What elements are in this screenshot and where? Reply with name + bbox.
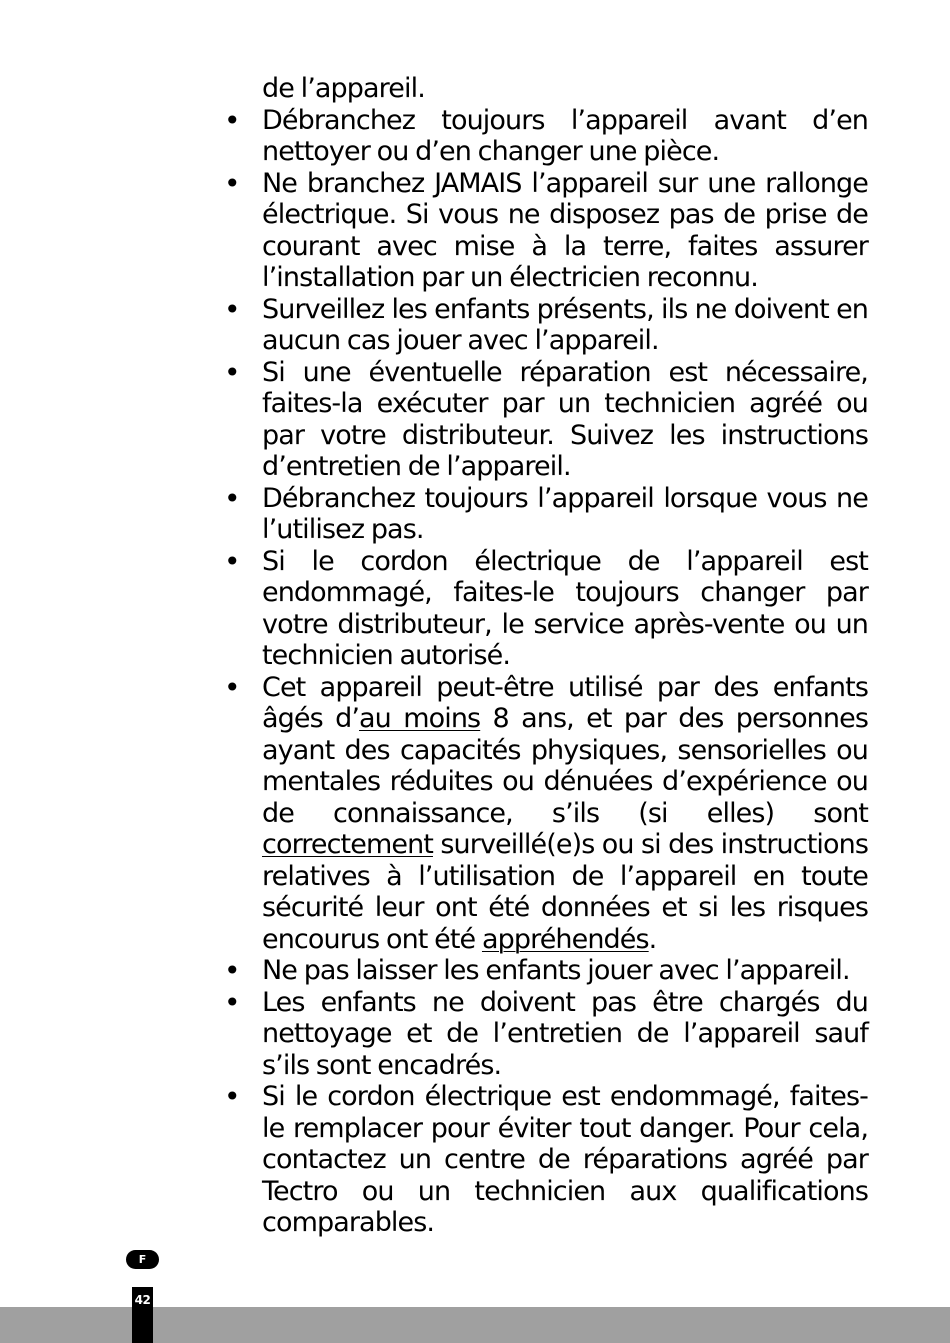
- text-segment: Cet appareil peut-être utilisé par des enfants âgés d’: [262, 671, 868, 734]
- list-item: • Débranchez toujours l’appareil avant d’en nettoyer ou d’en changer une pièce.: [262, 105, 868, 168]
- underlined-text: au moins: [359, 703, 481, 734]
- page-content: [262, 73, 868, 1239]
- list-item: • Ne pas laisser les enfants jouer avec l’appareil.: [262, 955, 868, 987]
- list-item: • Ne branchez JAMAIS l’appareil sur une rallonge électrique. Si vous ne disposez pas de prise de courant avec mise à la terre, faites assurer l’installation par un électricien reconnu.: [262, 168, 868, 294]
- list-item: [262, 672, 868, 956]
- underlined-text: correctement: [262, 829, 433, 860]
- page-number: 42: [132, 1287, 153, 1343]
- text-segment: 8 ans, et par des personnes ayant des capacités physiques, sensorielles ou mentales réduites ou dénuées d’expérience ou de connaissance, s’ils (si elles) sont: [262, 703, 868, 829]
- text-segment: .: [648, 923, 657, 955]
- list-item: • Si une éventuelle réparation est nécessaire, faites-la exécuter par un technicien agréé ou par votre distributeur. Suivez les instructions d’entretien de l’appareil.: [262, 357, 868, 483]
- language-badge: F: [126, 1250, 159, 1269]
- text-segment: surveillé(e)s ou si des instructions relatives à l’utilisation de l’appareil en toute sécurité leur ont été données et si les risques encourus ont été: [262, 829, 868, 955]
- list-item: • Les enfants ne doivent pas être chargés du nettoyage et de l’entretien de l’appareil sauf s’ils sont encadrés.: [262, 987, 868, 1082]
- list-item: • Si le cordon électrique est endommagé, faites-le remplacer pour éviter tout danger. Pour cela, contactez un centre de réparations agréé par Tectro ou un technicien aux qualifications comparables.: [262, 1081, 868, 1239]
- list-item: • Surveillez les enfants présents, ils ne doivent en aucun cas jouer avec l’appareil.: [262, 294, 868, 357]
- continued-text: de l’appareil.: [262, 73, 425, 104]
- list-item: • Débranchez toujours l’appareil lorsque vous ne l’utilisez pas.: [262, 483, 868, 546]
- underlined-text: appréhendés: [481, 923, 649, 955]
- safety-instructions-list: [262, 105, 868, 1239]
- list-item: • Si le cordon électrique de l’appareil est endommagé, faites-le toujours changer par votre distributeur, le service après-vente ou un technicien autorisé.: [262, 546, 868, 672]
